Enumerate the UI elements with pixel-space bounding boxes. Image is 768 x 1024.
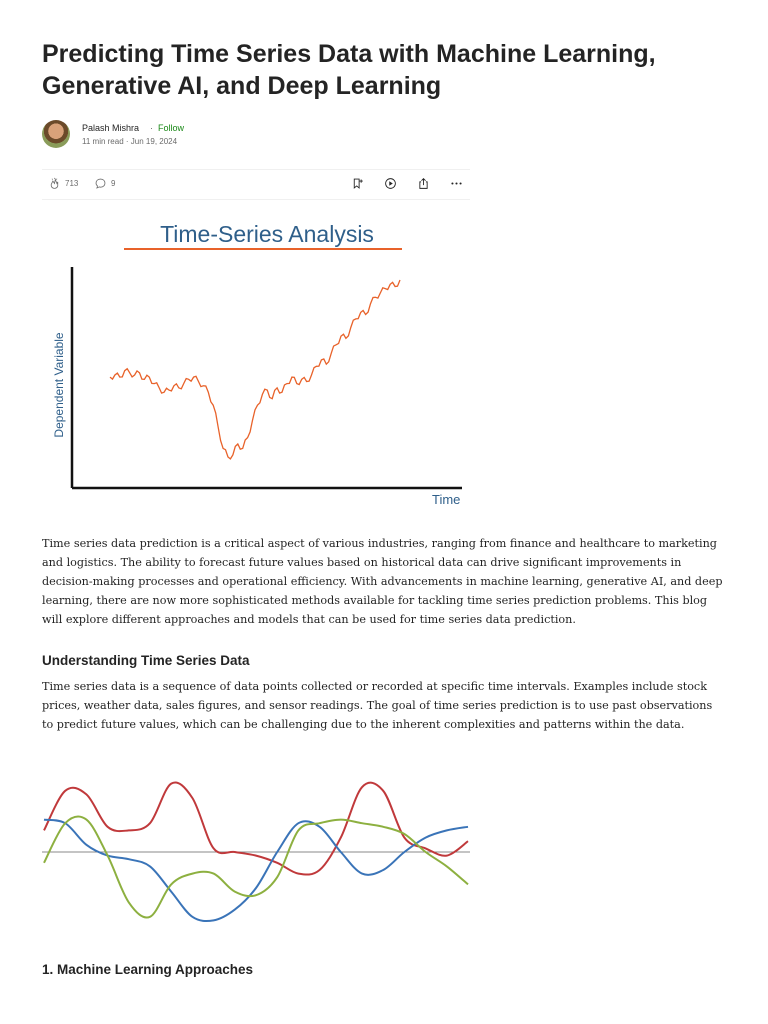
play-icon <box>384 177 397 190</box>
x-axis-label: Time <box>432 492 461 507</box>
author-avatar[interactable] <box>42 120 70 148</box>
wave-chart <box>42 770 470 940</box>
wave-line-3 <box>44 816 468 917</box>
response-count: 9 <box>111 179 116 188</box>
action-bar <box>42 169 470 200</box>
publish-date: Jun 19, 2024 <box>130 137 178 146</box>
section-heading-ml-approaches: 1. Machine Learning Approaches <box>42 962 254 977</box>
author-name[interactable]: Palash Mishra <box>82 123 140 133</box>
clap-icon <box>48 177 61 190</box>
read-time: 11 min read <box>82 137 124 146</box>
more-button[interactable] <box>450 177 463 190</box>
section-heading-understanding: Understanding Time Series Data <box>42 653 250 668</box>
article-title: Predicting Time Series Data with Machine Learning, Generative AI, and Deep Learning <box>42 40 656 100</box>
series-line <box>110 280 400 459</box>
responses-button[interactable] <box>94 177 115 190</box>
series-group <box>110 280 400 459</box>
comment-icon <box>94 177 107 190</box>
share-button[interactable] <box>417 177 430 190</box>
listen-button[interactable] <box>384 177 397 190</box>
article-meta <box>82 137 177 146</box>
clap-count: 713 <box>65 179 79 188</box>
separator-dot: · <box>150 123 153 133</box>
clap-button[interactable] <box>48 177 78 190</box>
follow-button[interactable]: Follow <box>158 123 185 133</box>
definition-paragraph: Time series data is a sequence of data points collected or recorded at specific time intervals. Examples include stock prices, weather data, sales figures, and sensor readings. The goal of time series prediction is to use past observations to predict future values, which can be challenging due to the inherent complexities and patterns within the data. <box>42 680 713 731</box>
time-series-figure <box>42 205 470 515</box>
more-icon <box>450 177 463 190</box>
meta-separator: · <box>125 137 129 146</box>
share-icon <box>417 177 430 190</box>
time-series-chart <box>42 205 470 515</box>
wave-figure <box>42 770 470 940</box>
y-axis-label: Dependent Variable <box>52 332 66 438</box>
intro-paragraph: Time series data prediction is a critical aspect of various industries, ranging from finance and healthcare to marketing and logistics. The ability to forecast future values based on historical data can drive significant improvements in decision-making processes and operational efficiency. With advancements in machine learning, generative AI, and deep learning, there are now more sophisticated methods available for tackling time series prediction problems. This blog will explore different approaches and models that can be used for time series data prediction. <box>42 537 723 626</box>
chart-title: Time-Series Analysis <box>160 221 374 247</box>
wave-line-1 <box>44 782 468 874</box>
save-button[interactable] <box>351 177 364 190</box>
bookmark-icon <box>351 177 364 190</box>
